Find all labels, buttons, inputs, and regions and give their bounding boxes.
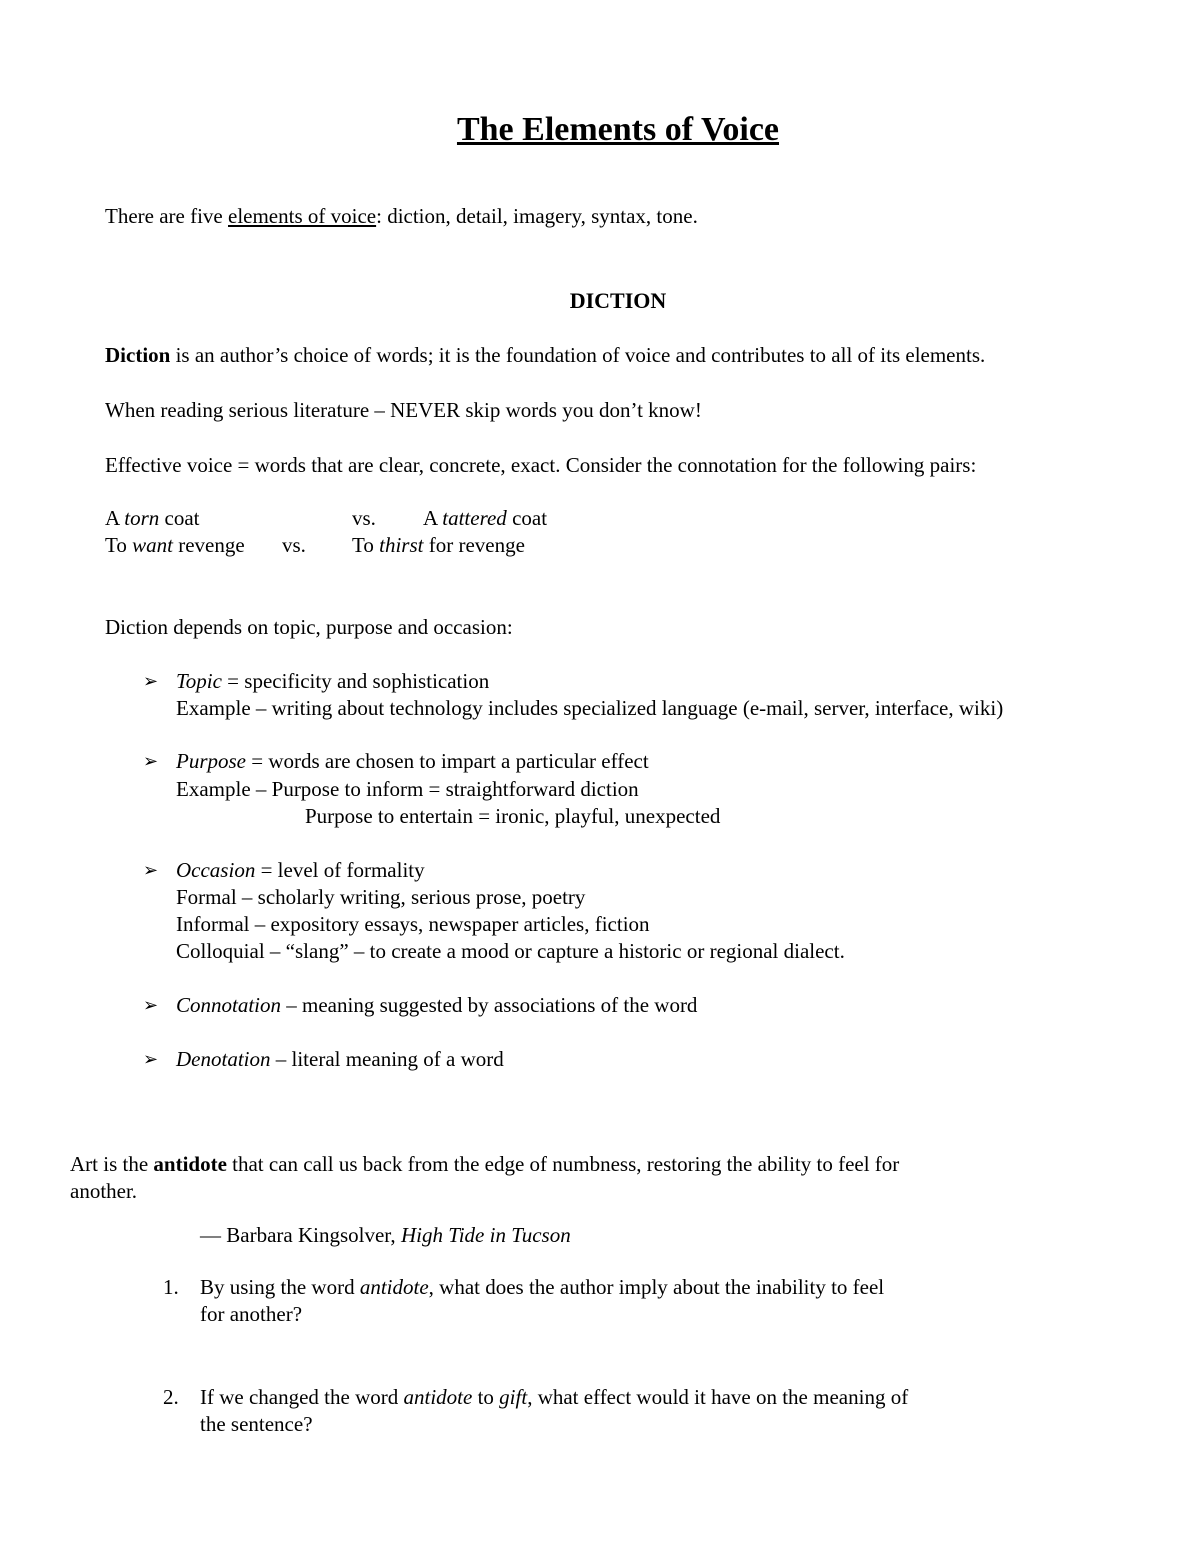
question-2-line-2: the sentence? <box>200 1412 313 1436</box>
bullet-purpose-line: Purpose to entertain = ironic, playful, unexpected <box>305 804 721 828</box>
question-word: gift <box>499 1385 528 1409</box>
question-text: If we changed the word <box>200 1385 404 1409</box>
bullet-occasion-line: Colloquial – “slang” – to create a mood or capture a historic or regional dialect. <box>176 939 845 963</box>
pair-text: A <box>105 506 125 530</box>
pair-word: thirst <box>379 533 424 557</box>
bullet-occasion-line: Informal – expository essays, newspaper articles, fiction <box>176 912 650 936</box>
bullet-occasion <box>176 857 425 884</box>
pair-left-2 <box>105 532 245 559</box>
page-title: The Elements of Voice <box>456 111 780 148</box>
section-heading: DICTION <box>569 288 667 313</box>
arrow-bullet-icon: ➢ <box>143 751 159 771</box>
bullet-rest: = words are chosen to impart a particular effect <box>246 749 649 773</box>
pair-text: for revenge <box>423 533 525 557</box>
question-text: , what effect would it have on the meaning of <box>527 1385 909 1409</box>
question-text: By using the word <box>200 1275 360 1299</box>
reading-tip: When reading serious literature – NEVER skip words you don’t know! <box>105 398 702 422</box>
bullet-topic <box>176 668 489 695</box>
intro-underlined-term: elements of voice <box>228 204 377 228</box>
question-1-line-2: for another? <box>200 1302 303 1326</box>
pair-right-2 <box>352 532 525 559</box>
intro-line <box>105 203 698 230</box>
arrow-bullet-icon: ➢ <box>143 671 159 691</box>
definition-line <box>105 342 985 369</box>
bullet-purpose-line: Example – Purpose to inform = straightforward diction <box>176 777 639 801</box>
question-1 <box>200 1274 884 1301</box>
arrow-bullet-icon: ➢ <box>143 1049 159 1069</box>
intro-after: : diction, detail, imagery, syntax, tone. <box>376 204 698 228</box>
definition-rest: is an author’s choice of words; it is the foundation of voice and contributes to all of its elements. <box>170 343 986 367</box>
bullet-term: Purpose <box>176 749 246 773</box>
pair-text: To <box>105 533 133 557</box>
question-number: 2. <box>163 1385 179 1409</box>
pair-vs-2: vs. <box>282 533 306 557</box>
quote-attribution <box>200 1222 571 1249</box>
depends-line: Diction depends on topic, purpose and occasion: <box>105 615 513 639</box>
bullet-topic-line: Example – writing about technology includes specialized language (e-mail, server, interface, wiki) <box>176 696 1004 720</box>
question-text: to <box>472 1385 500 1409</box>
quote-text: that can call us back from the edge of numbness, restoring the ability to feel for <box>226 1152 900 1176</box>
quote-bold-word: antidote <box>153 1152 227 1176</box>
bullet-term: Occasion <box>176 858 256 882</box>
question-word: antidote <box>403 1385 473 1409</box>
attribution-work: High Tide in Tucson <box>400 1223 571 1247</box>
bullet-rest: = specificity and sophistication <box>221 669 490 693</box>
pair-right-1 <box>423 505 547 532</box>
bullet-term: Denotation <box>176 1047 271 1071</box>
pair-word: want <box>132 533 173 557</box>
question-number: 1. <box>163 1275 179 1299</box>
bullet-rest: = level of formality <box>255 858 425 882</box>
question-word: antidote <box>359 1275 429 1299</box>
bullet-denotation <box>176 1046 504 1073</box>
quote-text: Art is the <box>70 1152 154 1176</box>
pair-word: torn <box>124 506 160 530</box>
intro-before: There are five <box>105 204 228 228</box>
bullet-term: Topic <box>176 669 222 693</box>
pair-left-1 <box>105 505 200 532</box>
bullet-connotation <box>176 992 697 1019</box>
pair-text: To <box>352 533 380 557</box>
arrow-bullet-icon: ➢ <box>143 860 159 880</box>
pair-word: tattered <box>442 506 507 530</box>
bullet-term: Connotation <box>176 993 282 1017</box>
quote-line-2: another. <box>70 1179 138 1203</box>
pair-text: revenge <box>172 533 245 557</box>
pair-text: A <box>423 506 443 530</box>
attribution-author: — Barbara Kingsolver, <box>200 1223 401 1247</box>
quote-line-1 <box>70 1151 899 1178</box>
bullet-rest: – meaning suggested by associations of the word <box>281 993 698 1017</box>
question-text: , what does the author imply about the inability to feel <box>428 1275 885 1299</box>
bullet-purpose <box>176 748 649 775</box>
pair-text: coat <box>159 506 200 530</box>
pair-text: coat <box>506 506 548 530</box>
bullet-occasion-line: Formal – scholarly writing, serious prose, poetry <box>176 885 586 909</box>
effective-voice: Effective voice = words that are clear, concrete, exact. Consider the connotation for the following pairs: <box>105 453 977 477</box>
pair-vs-1: vs. <box>352 506 376 530</box>
bullet-rest: – literal meaning of a word <box>270 1047 504 1071</box>
question-2 <box>200 1384 908 1411</box>
definition-term: Diction <box>105 343 171 367</box>
arrow-bullet-icon: ➢ <box>143 995 159 1015</box>
